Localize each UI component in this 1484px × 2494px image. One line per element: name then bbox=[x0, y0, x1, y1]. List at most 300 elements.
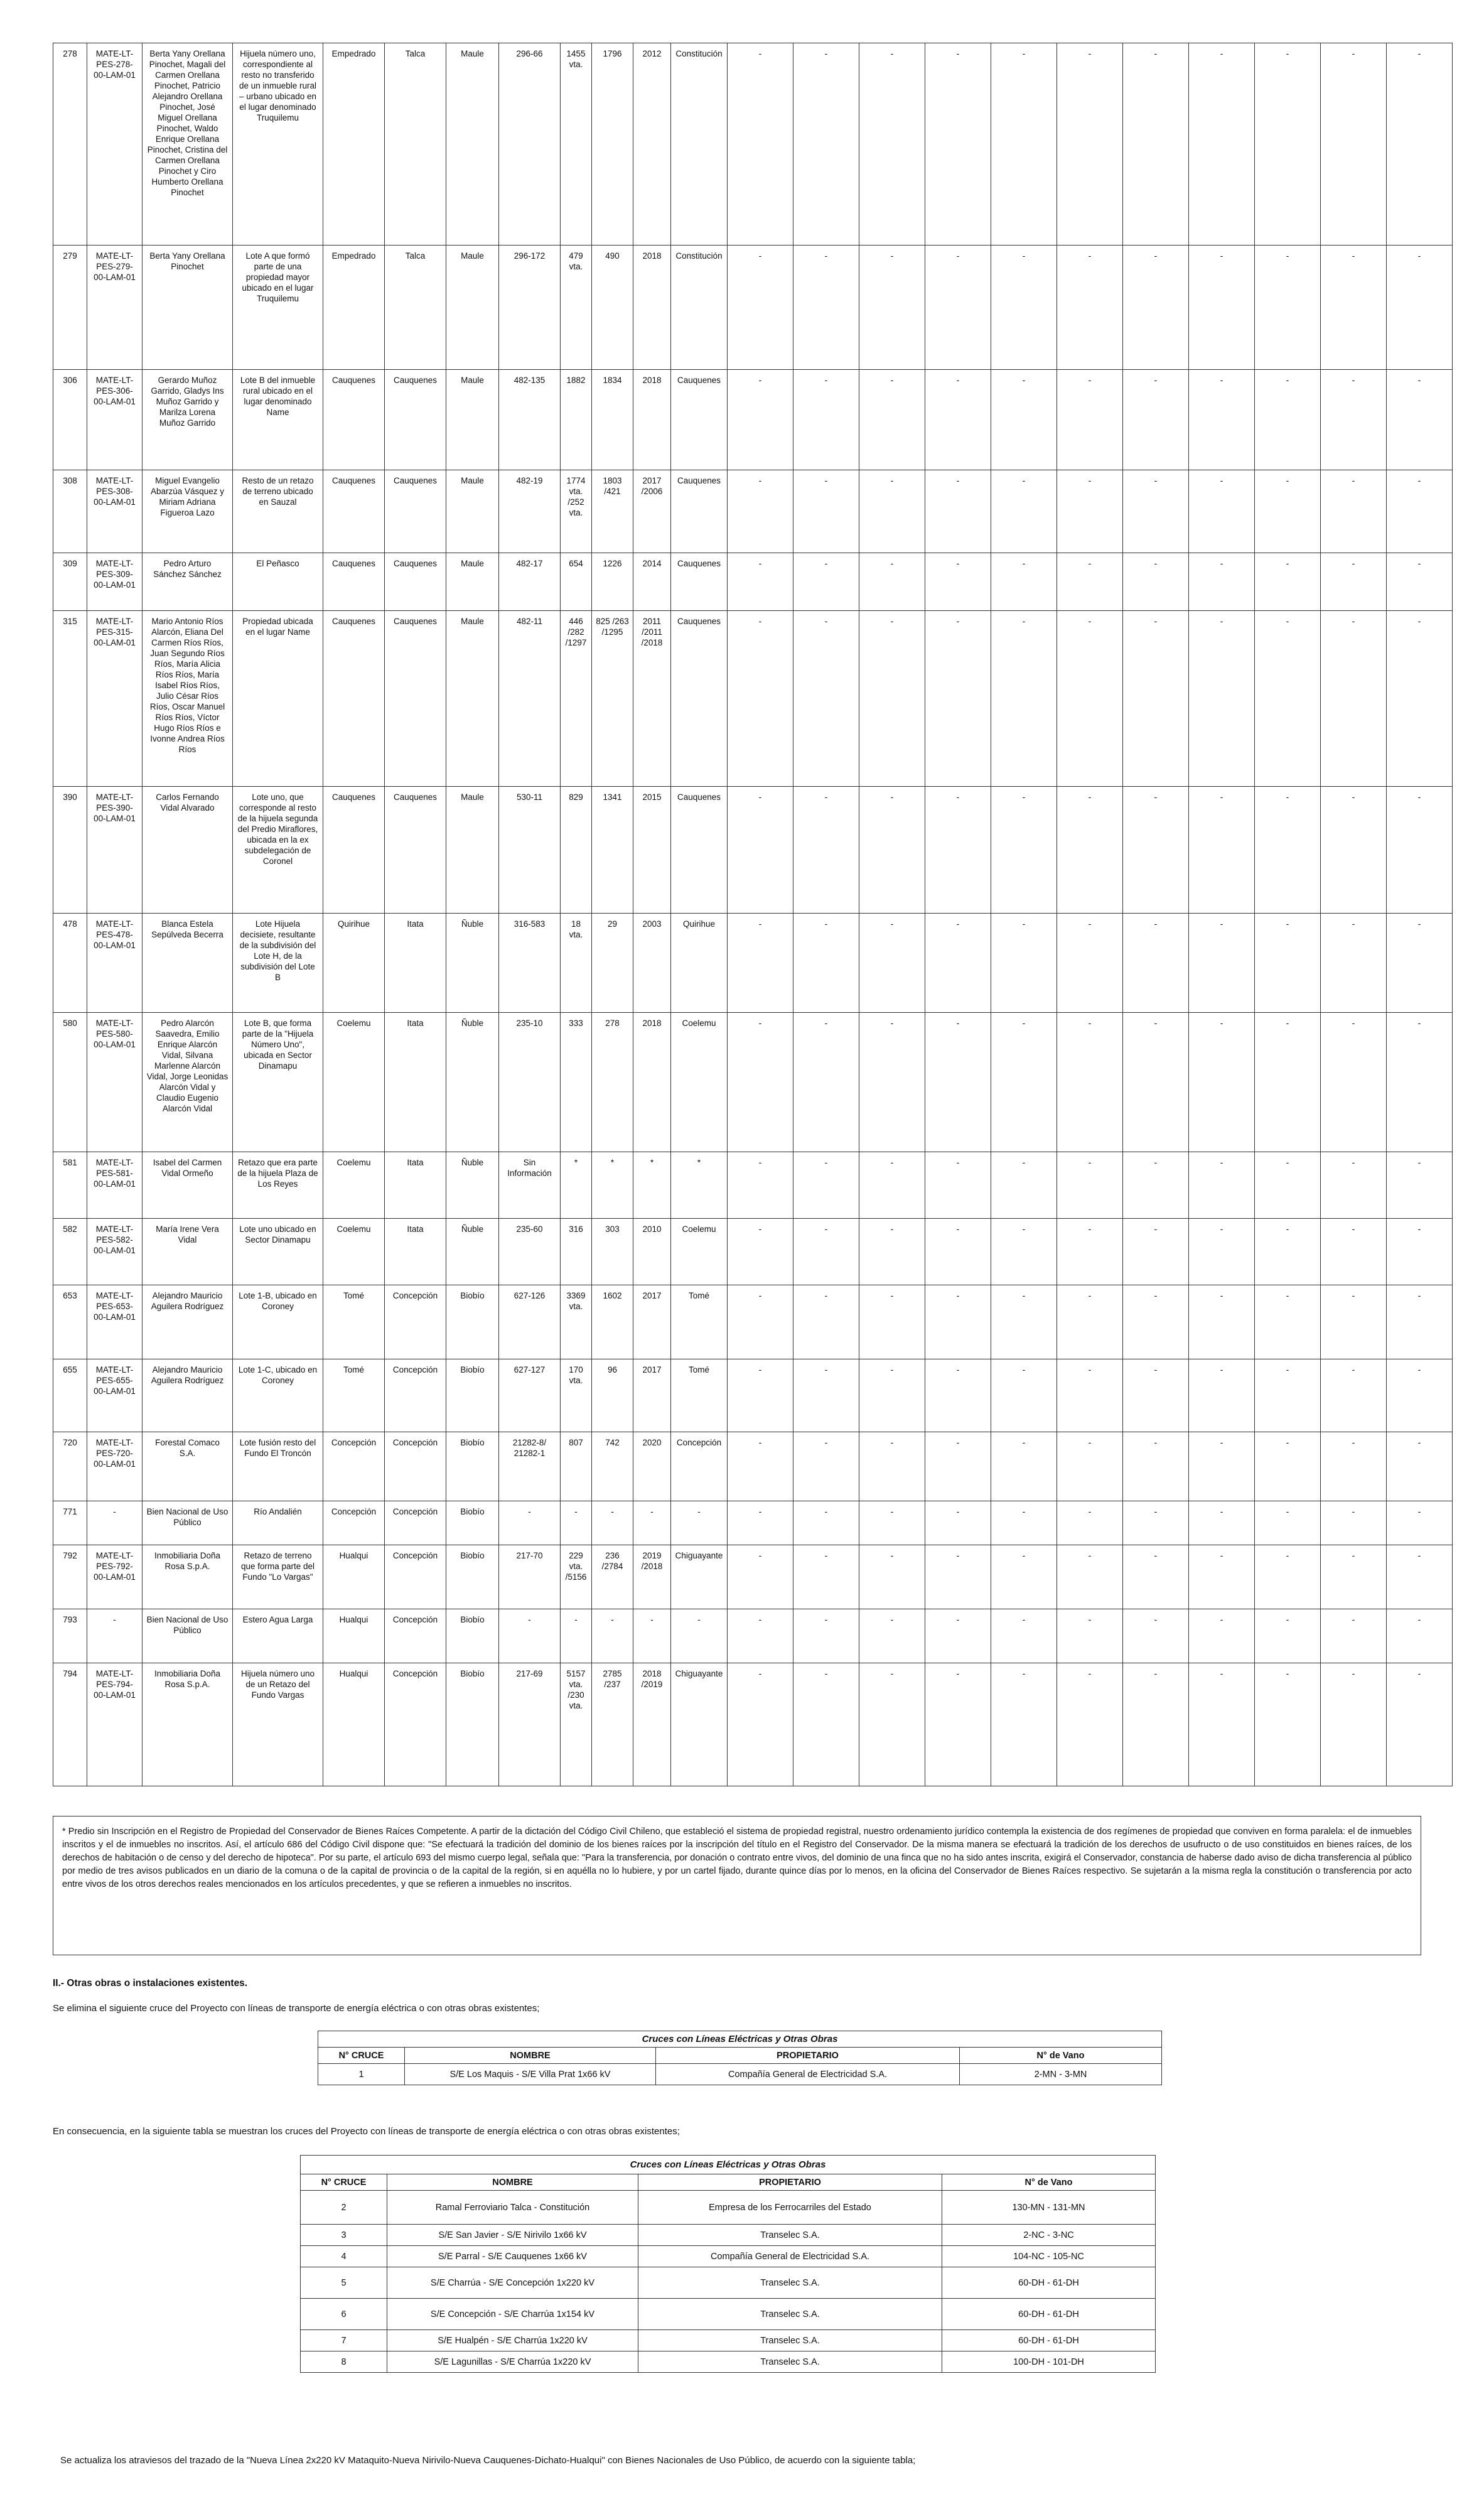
empty-value-cell: - bbox=[1321, 914, 1387, 1013]
owner-names-cell: Miguel Evangelio Abarzúa Vásquez y Miriam Adriana Figueroa Lazo bbox=[142, 470, 233, 553]
empty-value-cell: - bbox=[991, 43, 1057, 246]
crossing-cell: S/E Parral - S/E Cauquenes 1x66 kV bbox=[387, 2246, 638, 2267]
property-row bbox=[53, 370, 1453, 470]
lot-number-cell: 653 bbox=[53, 1285, 87, 1359]
empty-value-cell: - bbox=[1321, 1152, 1387, 1219]
empty-value-cell: - bbox=[1123, 43, 1189, 246]
property-row bbox=[53, 470, 1453, 553]
rol-cell: 482-19 bbox=[499, 470, 561, 553]
empty-value-cell: - bbox=[1255, 470, 1321, 553]
lot-number-cell: 478 bbox=[53, 914, 87, 1013]
empty-value-cell: - bbox=[1057, 1013, 1123, 1152]
provincia-cell: Cauquenes bbox=[385, 553, 446, 611]
empty-value-cell: - bbox=[1255, 1359, 1321, 1432]
empty-value-cell: - bbox=[1321, 1432, 1387, 1501]
empty-value-cell: - bbox=[1387, 1359, 1453, 1432]
empty-value-cell: - bbox=[1321, 1501, 1387, 1545]
empty-value-cell: - bbox=[1255, 1501, 1321, 1545]
empty-value-cell: - bbox=[859, 43, 925, 246]
empty-value-cell: - bbox=[1057, 1663, 1123, 1786]
empty-value-cell: - bbox=[925, 1013, 991, 1152]
owner-names-cell: Bien Nacional de Uso Público bbox=[142, 1609, 233, 1663]
rol-cell: 296-172 bbox=[499, 246, 561, 370]
empty-value-cell: - bbox=[728, 1432, 793, 1501]
lot-number-cell: 278 bbox=[53, 43, 87, 246]
removed-crossings-table bbox=[318, 2031, 1162, 2085]
empty-value-cell: - bbox=[1189, 1663, 1255, 1786]
comuna-cell: Coelemu bbox=[323, 1013, 385, 1152]
crossing-cell: 2 bbox=[301, 2191, 387, 2225]
empty-value-cell: - bbox=[991, 1013, 1057, 1152]
inscription-number-cell: 742 bbox=[592, 1432, 633, 1501]
owner-names-cell: Inmobiliaria Doña Rosa S.p.A. bbox=[142, 1663, 233, 1786]
property-description-cell: Hijuela número uno de un Retazo del Fundo Vargas bbox=[233, 1663, 323, 1786]
empty-value-cell: - bbox=[1255, 1285, 1321, 1359]
region-cell: Ñuble bbox=[446, 1219, 499, 1285]
inscription-year-cell: 2015 bbox=[633, 787, 671, 914]
lot-number-cell: 309 bbox=[53, 553, 87, 611]
empty-value-cell: - bbox=[859, 611, 925, 787]
closing-text: Se actualiza los atraviesos del trazado de la "Nueva Línea 2x220 kV Mataquito-Nueva Nirivilo-Nueva Cauquenes-Dichato-Hualqui" con Bienes Nacionales de Uso Público, de acuerdo con la siguiente tabla; bbox=[60, 2455, 916, 2466]
empty-value-cell: - bbox=[728, 1501, 793, 1545]
lot-code-cell: MATE-LT-PES-279-00-LAM-01 bbox=[87, 246, 142, 370]
crossing-cell: S/E San Javier - S/E Nirivilo 1x66 kV bbox=[387, 2225, 638, 2246]
empty-value-cell: - bbox=[991, 1285, 1057, 1359]
property-description-cell: Hijuela número uno, correspondiente al resto no transferido de un inmueble rural – urbano ubicado en el lugar denominado Truquilemu bbox=[233, 43, 323, 246]
intro-eliminate-text: Se elimina el siguiente cruce del Proyecto con líneas de transporte de energía eléctrica o con otras obras existentes; bbox=[53, 2003, 540, 2014]
provincia-cell: Concepción bbox=[385, 1545, 446, 1609]
provincia-cell: Concepción bbox=[385, 1432, 446, 1501]
provincia-cell: Cauquenes bbox=[385, 470, 446, 553]
empty-value-cell: - bbox=[1123, 1219, 1189, 1285]
crossing-cell: S/E Concepción - S/E Charrúa 1x154 kV bbox=[387, 2299, 638, 2330]
property-row bbox=[53, 787, 1453, 914]
lot-code-cell: MATE-LT-PES-582-00-LAM-01 bbox=[87, 1219, 142, 1285]
inscription-year-cell: 2011 /2011 /2018 bbox=[633, 611, 671, 787]
inscription-number-cell: 1834 bbox=[592, 370, 633, 470]
empty-value-cell: - bbox=[991, 1432, 1057, 1501]
empty-value-cell: - bbox=[1387, 553, 1453, 611]
inscription-year-cell: 2017 bbox=[633, 1285, 671, 1359]
property-row bbox=[53, 1609, 1453, 1663]
owner-names-cell: Bien Nacional de Uso Público bbox=[142, 1501, 233, 1545]
empty-value-cell: - bbox=[1123, 246, 1189, 370]
empty-value-cell: - bbox=[793, 1609, 859, 1663]
inscription-number-cell: 1341 bbox=[592, 787, 633, 914]
inscription-number-cell: 303 bbox=[592, 1219, 633, 1285]
empty-value-cell: - bbox=[1387, 246, 1453, 370]
column-header: NOMBRE bbox=[387, 2174, 638, 2191]
inscription-year-cell: 2018 /2019 bbox=[633, 1663, 671, 1786]
empty-value-cell: - bbox=[728, 553, 793, 611]
empty-value-cell: - bbox=[728, 1609, 793, 1663]
region-cell: Biobío bbox=[446, 1432, 499, 1501]
empty-value-cell: - bbox=[1321, 43, 1387, 246]
empty-value-cell: - bbox=[859, 1663, 925, 1786]
crossing-cell: Transelec S.A. bbox=[638, 2267, 942, 2299]
column-header: N° CRUCE bbox=[318, 2048, 405, 2064]
inscription-number-cell: 236 /2784 bbox=[592, 1545, 633, 1609]
owner-names-cell: Pedro Alarcón Saavedra, Emilio Enrique Alarcón Vidal, Silvana Marlenne Alarcón Vidal, Jorge Leonidas Alarcón Vidal y Claudio Eugenio Alarcón Vidal bbox=[142, 1013, 233, 1152]
empty-value-cell: - bbox=[1123, 787, 1189, 914]
inscription-number-cell: 96 bbox=[592, 1359, 633, 1432]
conservador-cell: - bbox=[671, 1609, 728, 1663]
fojas-cell: 229 vta. /5156 bbox=[561, 1545, 592, 1609]
lot-number-cell: 308 bbox=[53, 470, 87, 553]
inscription-number-cell: 1803 /421 bbox=[592, 470, 633, 553]
property-description-cell: Río Andalién bbox=[233, 1501, 323, 1545]
empty-value-cell: - bbox=[1123, 470, 1189, 553]
empty-value-cell: - bbox=[728, 611, 793, 787]
conservador-cell: Cauquenes bbox=[671, 370, 728, 470]
fojas-cell: * bbox=[561, 1152, 592, 1219]
fojas-cell: 654 bbox=[561, 553, 592, 611]
property-row bbox=[53, 1432, 1453, 1501]
empty-value-cell: - bbox=[793, 370, 859, 470]
empty-value-cell: - bbox=[1321, 611, 1387, 787]
crossing-cell: S/E Los Maquis - S/E Villa Prat 1x66 kV bbox=[405, 2064, 656, 2085]
region-cell: Maule bbox=[446, 787, 499, 914]
fojas-cell: 5157 vta. /230 vta. bbox=[561, 1663, 592, 1786]
fojas-cell: 829 bbox=[561, 787, 592, 914]
lot-code-cell: - bbox=[87, 1501, 142, 1545]
property-description-cell: Lote 1-C, ubicado en Coroney bbox=[233, 1359, 323, 1432]
empty-value-cell: - bbox=[1057, 1501, 1123, 1545]
crossing-row bbox=[301, 2267, 1156, 2299]
comuna-cell: Concepción bbox=[323, 1432, 385, 1501]
crossing-cell: Transelec S.A. bbox=[638, 2299, 942, 2330]
empty-value-cell: - bbox=[1387, 470, 1453, 553]
rol-cell: - bbox=[499, 1609, 561, 1663]
region-cell: Ñuble bbox=[446, 1013, 499, 1152]
empty-value-cell: - bbox=[1123, 553, 1189, 611]
section-heading: II.- Otras obras o instalaciones existentes. bbox=[53, 1978, 248, 1989]
empty-value-cell: - bbox=[793, 1545, 859, 1609]
empty-value-cell: - bbox=[1255, 1663, 1321, 1786]
rol-cell: 627-127 bbox=[499, 1359, 561, 1432]
empty-value-cell: - bbox=[1321, 1219, 1387, 1285]
provincia-cell: Itata bbox=[385, 1219, 446, 1285]
comuna-cell: Quirihue bbox=[323, 914, 385, 1013]
empty-value-cell: - bbox=[1123, 1501, 1189, 1545]
crossing-cell: S/E Lagunillas - S/E Charrúa 1x220 kV bbox=[387, 2351, 638, 2373]
empty-value-cell: - bbox=[728, 246, 793, 370]
fojas-cell: 479 vta. bbox=[561, 246, 592, 370]
empty-value-cell: - bbox=[728, 914, 793, 1013]
empty-value-cell: - bbox=[1255, 553, 1321, 611]
fojas-cell: 1774 vta. /252 vta. bbox=[561, 470, 592, 553]
empty-value-cell: - bbox=[991, 246, 1057, 370]
region-cell: Maule bbox=[446, 370, 499, 470]
property-description-cell: Lote 1-B, ubicado en Coroney bbox=[233, 1285, 323, 1359]
inscription-number-cell: - bbox=[592, 1609, 633, 1663]
inscription-year-cell: * bbox=[633, 1152, 671, 1219]
rol-cell: 627-126 bbox=[499, 1285, 561, 1359]
lot-code-cell: MATE-LT-PES-308-00-LAM-01 bbox=[87, 470, 142, 553]
empty-value-cell: - bbox=[1387, 1152, 1453, 1219]
empty-value-cell: - bbox=[793, 1501, 859, 1545]
empty-value-cell: - bbox=[1321, 370, 1387, 470]
empty-value-cell: - bbox=[1321, 1285, 1387, 1359]
inscription-number-cell: 1796 bbox=[592, 43, 633, 246]
rol-cell: 217-70 bbox=[499, 1545, 561, 1609]
region-cell: Maule bbox=[446, 553, 499, 611]
rol-cell: 235-10 bbox=[499, 1013, 561, 1152]
lot-code-cell: MATE-LT-PES-278-00-LAM-01 bbox=[87, 43, 142, 246]
empty-value-cell: - bbox=[728, 1152, 793, 1219]
empty-value-cell: - bbox=[1321, 787, 1387, 914]
conservador-cell: Concepción bbox=[671, 1432, 728, 1501]
empty-value-cell: - bbox=[925, 1545, 991, 1609]
empty-value-cell: - bbox=[793, 553, 859, 611]
region-cell: Biobío bbox=[446, 1285, 499, 1359]
provincia-cell: Concepción bbox=[385, 1663, 446, 1786]
property-description-cell: Retazo de terreno que forma parte del Fundo "Lo Vargas" bbox=[233, 1545, 323, 1609]
empty-value-cell: - bbox=[1057, 914, 1123, 1013]
empty-value-cell: - bbox=[1057, 1432, 1123, 1501]
empty-value-cell: - bbox=[728, 1663, 793, 1786]
empty-value-cell: - bbox=[1057, 1285, 1123, 1359]
comuna-cell: Empedrado bbox=[323, 246, 385, 370]
property-row bbox=[53, 1285, 1453, 1359]
region-cell: Biobío bbox=[446, 1359, 499, 1432]
crossing-cell: 130-MN - 131-MN bbox=[942, 2191, 1156, 2225]
rol-cell: 482-17 bbox=[499, 553, 561, 611]
fojas-cell: 18 vta. bbox=[561, 914, 592, 1013]
empty-value-cell: - bbox=[1057, 787, 1123, 914]
lot-number-cell: 315 bbox=[53, 611, 87, 787]
empty-value-cell: - bbox=[1057, 1219, 1123, 1285]
crossing-cell: Empresa de los Ferrocarriles del Estado bbox=[638, 2191, 942, 2225]
empty-value-cell: - bbox=[925, 1285, 991, 1359]
inscription-year-cell: - bbox=[633, 1609, 671, 1663]
empty-value-cell: - bbox=[1189, 1152, 1255, 1219]
empty-value-cell: - bbox=[859, 1219, 925, 1285]
crossing-cell: S/E Charrúa - S/E Concepción 1x220 kV bbox=[387, 2267, 638, 2299]
conservador-cell: Tomé bbox=[671, 1285, 728, 1359]
lot-number-cell: 580 bbox=[53, 1013, 87, 1152]
inscription-year-cell: 2003 bbox=[633, 914, 671, 1013]
conservador-cell: Tomé bbox=[671, 1359, 728, 1432]
empty-value-cell: - bbox=[1189, 370, 1255, 470]
empty-value-cell: - bbox=[859, 246, 925, 370]
empty-value-cell: - bbox=[1057, 1359, 1123, 1432]
provincia-cell: Talca bbox=[385, 43, 446, 246]
empty-value-cell: - bbox=[1387, 1432, 1453, 1501]
provincia-cell: Talca bbox=[385, 246, 446, 370]
empty-value-cell: - bbox=[1255, 787, 1321, 914]
lot-code-cell: MATE-LT-PES-794-00-LAM-01 bbox=[87, 1663, 142, 1786]
empty-value-cell: - bbox=[1255, 370, 1321, 470]
property-row bbox=[53, 1152, 1453, 1219]
lot-number-cell: 793 bbox=[53, 1609, 87, 1663]
comuna-cell: Coelemu bbox=[323, 1152, 385, 1219]
current-crossings-table bbox=[300, 2155, 1156, 2373]
empty-value-cell: - bbox=[991, 1663, 1057, 1786]
inscription-number-cell: 490 bbox=[592, 246, 633, 370]
fojas-cell: 316 bbox=[561, 1219, 592, 1285]
crossing-row bbox=[301, 2330, 1156, 2351]
region-cell: Maule bbox=[446, 246, 499, 370]
lot-number-cell: 390 bbox=[53, 787, 87, 914]
empty-value-cell: - bbox=[1321, 1545, 1387, 1609]
current-crossings-header-row bbox=[301, 2174, 1156, 2191]
empty-value-cell: - bbox=[728, 1285, 793, 1359]
empty-value-cell: - bbox=[1255, 1545, 1321, 1609]
empty-value-cell: - bbox=[859, 1152, 925, 1219]
empty-value-cell: - bbox=[793, 1219, 859, 1285]
empty-value-cell: - bbox=[1189, 1609, 1255, 1663]
property-row bbox=[53, 246, 1453, 370]
crossing-cell: 60-DH - 61-DH bbox=[942, 2267, 1156, 2299]
empty-value-cell: - bbox=[728, 1359, 793, 1432]
rol-cell: Sin Información bbox=[499, 1152, 561, 1219]
fojas-cell: 170 vta. bbox=[561, 1359, 592, 1432]
fojas-cell: 1455 vta. bbox=[561, 43, 592, 246]
empty-value-cell: - bbox=[859, 470, 925, 553]
inscription-number-cell: 278 bbox=[592, 1013, 633, 1152]
empty-value-cell: - bbox=[728, 470, 793, 553]
lot-code-cell: MATE-LT-PES-655-00-LAM-01 bbox=[87, 1359, 142, 1432]
empty-value-cell: - bbox=[1255, 246, 1321, 370]
empty-value-cell: - bbox=[1255, 1219, 1321, 1285]
empty-value-cell: - bbox=[1321, 1013, 1387, 1152]
empty-value-cell: - bbox=[925, 914, 991, 1013]
empty-value-cell: - bbox=[1189, 1013, 1255, 1152]
empty-value-cell: - bbox=[1387, 1545, 1453, 1609]
empty-value-cell: - bbox=[1387, 1501, 1453, 1545]
empty-value-cell: - bbox=[991, 553, 1057, 611]
empty-value-cell: - bbox=[1057, 553, 1123, 611]
lot-number-cell: 792 bbox=[53, 1545, 87, 1609]
crossing-cell: 4 bbox=[301, 2246, 387, 2267]
property-description-cell: Resto de un retazo de terreno ubicado en Sauzal bbox=[233, 470, 323, 553]
empty-value-cell: - bbox=[991, 611, 1057, 787]
rol-cell: 296-66 bbox=[499, 43, 561, 246]
column-header: N° CRUCE bbox=[301, 2174, 387, 2191]
empty-value-cell: - bbox=[1255, 1432, 1321, 1501]
property-row bbox=[53, 553, 1453, 611]
crossing-cell: Compañía General de Electricidad S.A. bbox=[656, 2064, 960, 2085]
empty-value-cell: - bbox=[1189, 914, 1255, 1013]
empty-value-cell: - bbox=[991, 1609, 1057, 1663]
rol-cell: 217-69 bbox=[499, 1663, 561, 1786]
empty-value-cell: - bbox=[793, 787, 859, 914]
empty-value-cell: - bbox=[1255, 1152, 1321, 1219]
empty-value-cell: - bbox=[1387, 787, 1453, 914]
empty-value-cell: - bbox=[1123, 1432, 1189, 1501]
empty-value-cell: - bbox=[728, 43, 793, 246]
empty-value-cell: - bbox=[1387, 1285, 1453, 1359]
empty-value-cell: - bbox=[1057, 1152, 1123, 1219]
conservador-cell: * bbox=[671, 1152, 728, 1219]
empty-value-cell: - bbox=[925, 1663, 991, 1786]
empty-value-cell: - bbox=[1123, 1359, 1189, 1432]
property-row bbox=[53, 43, 1453, 246]
column-header: PROPIETARIO bbox=[656, 2048, 960, 2064]
conservador-cell: Cauquenes bbox=[671, 787, 728, 914]
empty-value-cell: - bbox=[1255, 43, 1321, 246]
fojas-cell: - bbox=[561, 1609, 592, 1663]
owner-names-cell: Blanca Estela Sepúlveda Becerra bbox=[142, 914, 233, 1013]
conservador-cell: Coelemu bbox=[671, 1013, 728, 1152]
empty-value-cell: - bbox=[1189, 1219, 1255, 1285]
crossing-cell: 3 bbox=[301, 2225, 387, 2246]
property-row bbox=[53, 914, 1453, 1013]
lot-code-cell: MATE-LT-PES-309-00-LAM-01 bbox=[87, 553, 142, 611]
empty-value-cell: - bbox=[859, 787, 925, 914]
empty-value-cell: - bbox=[1123, 1609, 1189, 1663]
comuna-cell: Cauquenes bbox=[323, 470, 385, 553]
empty-value-cell: - bbox=[1189, 1432, 1255, 1501]
provincia-cell: Concepción bbox=[385, 1501, 446, 1545]
empty-value-cell: - bbox=[1255, 1013, 1321, 1152]
inscription-year-cell: 2018 bbox=[633, 246, 671, 370]
crossing-cell: 60-DH - 61-DH bbox=[942, 2299, 1156, 2330]
inscription-year-cell: - bbox=[633, 1501, 671, 1545]
empty-value-cell: - bbox=[1123, 1545, 1189, 1609]
lot-number-cell: 655 bbox=[53, 1359, 87, 1432]
rol-cell: 482-11 bbox=[499, 611, 561, 787]
property-row bbox=[53, 1013, 1453, 1152]
empty-value-cell: - bbox=[1123, 1285, 1189, 1359]
fojas-cell: 446 /282 /1297 bbox=[561, 611, 592, 787]
lot-code-cell: MATE-LT-PES-792-00-LAM-01 bbox=[87, 1545, 142, 1609]
inscription-number-cell: * bbox=[592, 1152, 633, 1219]
empty-value-cell: - bbox=[1321, 246, 1387, 370]
owner-names-cell: Gerardo Muñoz Garrido, Gladys Ins Muñoz Garrido y Marilza Lorena Muñoz Garrido bbox=[142, 370, 233, 470]
empty-value-cell: - bbox=[859, 914, 925, 1013]
property-description-cell: Lote A que formó parte de una propiedad mayor ubicado en el lugar Truquilemu bbox=[233, 246, 323, 370]
empty-value-cell: - bbox=[859, 1432, 925, 1501]
property-row bbox=[53, 611, 1453, 787]
rol-cell: - bbox=[499, 1501, 561, 1545]
crossing-cell: Transelec S.A. bbox=[638, 2330, 942, 2351]
comuna-cell: Cauquenes bbox=[323, 370, 385, 470]
empty-value-cell: - bbox=[1321, 1359, 1387, 1432]
property-description-cell: El Peñasco bbox=[233, 553, 323, 611]
column-header: PROPIETARIO bbox=[638, 2174, 942, 2191]
empty-value-cell: - bbox=[1123, 1152, 1189, 1219]
empty-value-cell: - bbox=[793, 1285, 859, 1359]
owner-names-cell: María Irene Vera Vidal bbox=[142, 1219, 233, 1285]
property-description-cell: Lote fusión resto del Fundo El Troncón bbox=[233, 1432, 323, 1501]
lot-number-cell: 771 bbox=[53, 1501, 87, 1545]
crossing-cell: Transelec S.A. bbox=[638, 2351, 942, 2373]
empty-value-cell: - bbox=[1189, 1501, 1255, 1545]
lot-number-cell: 582 bbox=[53, 1219, 87, 1285]
property-description-cell: Lote Hijuela decisiete, resultante de la subdivisión del Lote H, de la subdivisión del Lote B bbox=[233, 914, 323, 1013]
property-row bbox=[53, 1501, 1453, 1545]
region-cell: Biobío bbox=[446, 1501, 499, 1545]
empty-value-cell: - bbox=[793, 1013, 859, 1152]
empty-value-cell: - bbox=[991, 470, 1057, 553]
column-header: N° de Vano bbox=[960, 2048, 1162, 2064]
rol-cell: 482-135 bbox=[499, 370, 561, 470]
conservador-cell: - bbox=[671, 1501, 728, 1545]
lot-number-cell: 794 bbox=[53, 1663, 87, 1786]
lot-code-cell: MATE-LT-PES-390-00-LAM-01 bbox=[87, 787, 142, 914]
owner-names-cell: Mario Antonio Ríos Alarcón, Eliana Del Carmen Ríos Ríos, Juan Segundo Ríos Ríos, María Alicia Ríos Ríos, María Isabel Ríos Ríos, Julio César Ríos Ríos, Oscar Manuel Ríos Ríos, Víctor Hugo Ríos Ríos e Ivonne Andrea Ríos Ríos bbox=[142, 611, 233, 787]
property-description-cell: Retazo que era parte de la hijuela Plaza de Los Reyes bbox=[233, 1152, 323, 1219]
comuna-cell: Tomé bbox=[323, 1359, 385, 1432]
empty-value-cell: - bbox=[1321, 1663, 1387, 1786]
fojas-cell: - bbox=[561, 1501, 592, 1545]
rol-cell: 316-583 bbox=[499, 914, 561, 1013]
empty-value-cell: - bbox=[1057, 611, 1123, 787]
rol-cell: 235-60 bbox=[499, 1219, 561, 1285]
empty-value-cell: - bbox=[925, 611, 991, 787]
